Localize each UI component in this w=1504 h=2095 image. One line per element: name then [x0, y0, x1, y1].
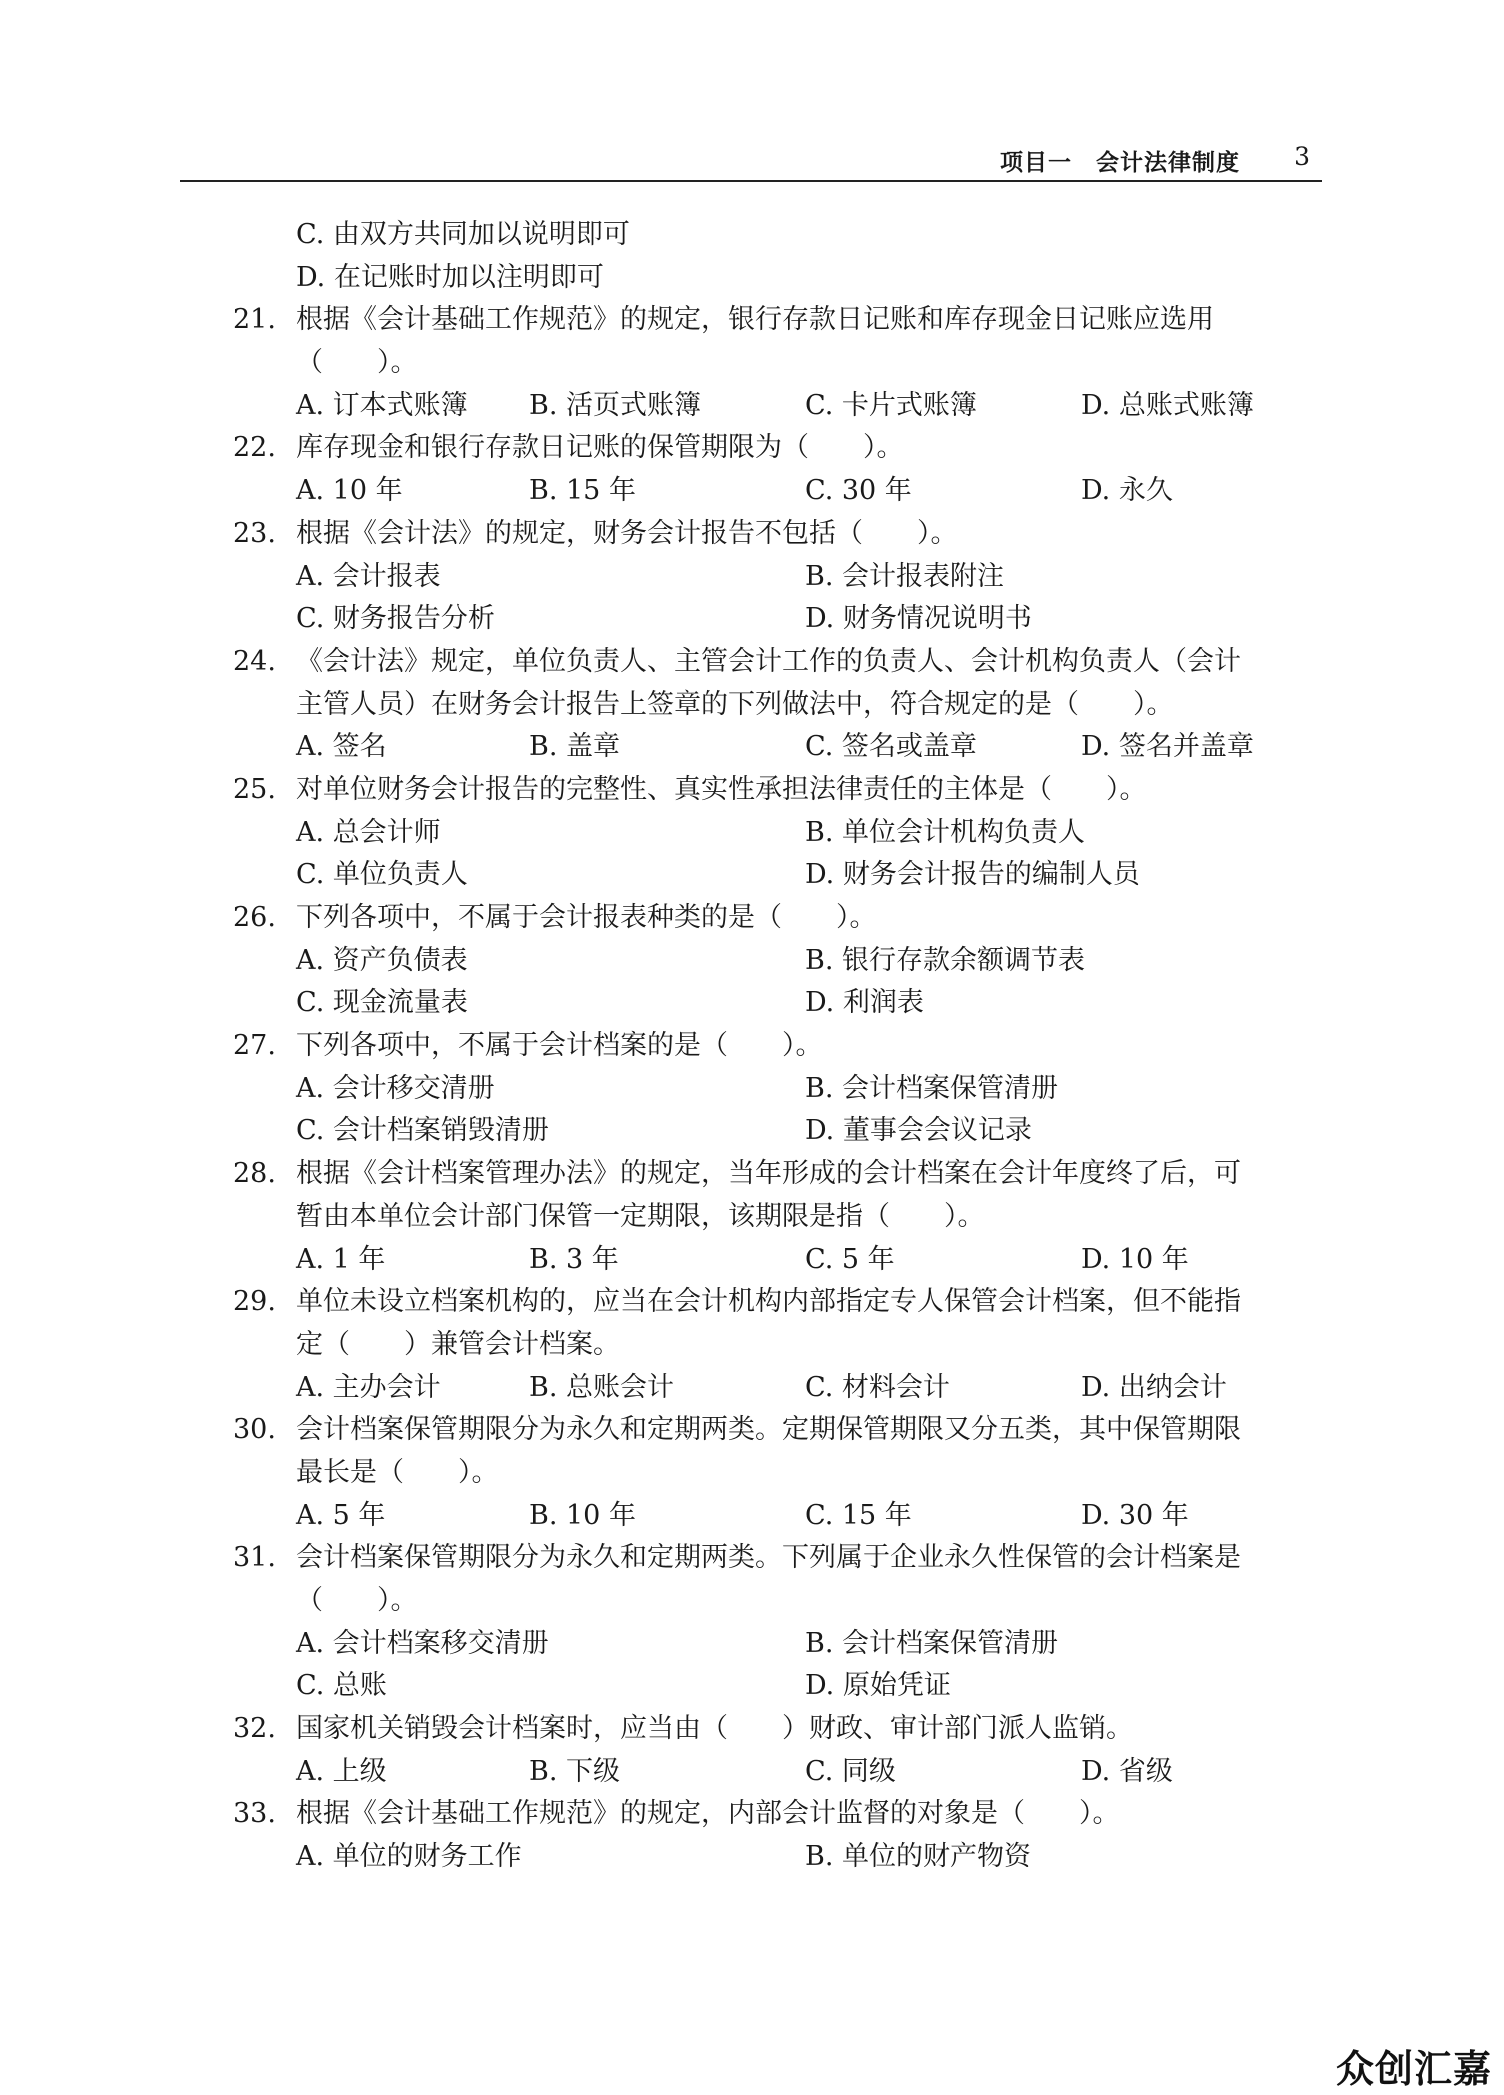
options-line: [233, 726, 1323, 769]
answer-option: A. 会计档案移交清册: [296, 1627, 549, 1659]
answer-option: C. 同级: [805, 1755, 896, 1787]
answer-option: D. 永久: [1081, 475, 1173, 507]
answer-option: C. 财务报告分析: [296, 603, 495, 635]
answer-option: A. 1 年: [296, 1243, 386, 1275]
answer-option: D. 在记账时加以注明即可: [296, 261, 604, 293]
options-line: [233, 1836, 1323, 1879]
question-text: 《会计法》规定，单位负责人、主管会计工作的负责人、会计机构负责人（会计: [296, 645, 1241, 677]
answer-option: B. 会计档案保管清册: [805, 1072, 1059, 1104]
question-line: [233, 1793, 1323, 1836]
question-continuation: [233, 1580, 1323, 1623]
answer-option: C. 15 年: [805, 1499, 912, 1531]
options-line: [233, 1665, 1323, 1708]
options-line: [233, 1495, 1323, 1538]
answer-option: B. 3 年: [529, 1243, 619, 1275]
options-line: [233, 1110, 1323, 1153]
question-line: [233, 1025, 1323, 1068]
question-text: 对单位财务会计报告的完整性、真实性承担法律责任的主体是（ ）。: [296, 773, 1147, 805]
question-continuation: [233, 1452, 1323, 1495]
question-line: [233, 299, 1323, 342]
question-text: （ ）。: [296, 1585, 418, 1616]
question-line: [233, 513, 1323, 556]
answer-option: C. 总账: [296, 1670, 387, 1702]
answer-option: A. 上级: [296, 1755, 387, 1787]
chapter-title: 项目一 会计法律制度: [1000, 150, 1240, 176]
answer-option: B. 15 年: [529, 475, 636, 507]
question-line: [233, 769, 1323, 812]
question-number: 21.: [233, 304, 276, 336]
question-number: 28.: [233, 1158, 276, 1190]
question-number: 32.: [233, 1713, 276, 1745]
answer-option: B. 总账会计: [529, 1371, 675, 1403]
options-line: [233, 385, 1323, 428]
options-line: [233, 1068, 1323, 1111]
question-text: 下列各项中，不属于会计档案的是（ ）。: [296, 1030, 823, 1062]
answer-option: B. 单位会计机构负责人: [805, 816, 1086, 848]
options-line: [233, 854, 1323, 897]
answer-option: C. 卡片式账簿: [805, 389, 977, 421]
answer-option: B. 活页式账簿: [529, 389, 702, 421]
question-continuation: [233, 1324, 1323, 1367]
question-text: 最长是（ ）。: [296, 1456, 499, 1488]
answer-option: D. 签名并盖章: [1081, 731, 1254, 763]
options-line: [233, 1367, 1323, 1410]
answer-option: C. 签名或盖章: [805, 731, 977, 763]
answer-option: A. 单位的财务工作: [296, 1841, 522, 1873]
options-line: [233, 556, 1323, 599]
page-header: [180, 140, 1320, 180]
answer-option: A. 主办会计: [296, 1371, 441, 1403]
answer-option: B. 单位的财产物资: [805, 1841, 1032, 1873]
question-text: 暂由本单位会计部门保管一定期限，该期限是指（ ）。: [296, 1200, 985, 1232]
question-number: 27.: [233, 1030, 276, 1062]
question-line: [233, 641, 1323, 684]
options-line: [233, 598, 1323, 641]
question-text: 单位未设立档案机构的，应当在会计机构内部指定专人保管会计档案，但不能指: [296, 1286, 1241, 1318]
question-text: 定（ ）兼管会计档案。: [296, 1328, 620, 1360]
options-line: [233, 812, 1323, 855]
answer-option: A. 会计移交清册: [296, 1072, 495, 1104]
answer-option: B. 下级: [529, 1755, 621, 1787]
options-line: [233, 982, 1323, 1025]
answer-option: A. 会计报表: [296, 560, 441, 592]
question-line: [233, 427, 1323, 470]
question-text: （ ）。: [296, 347, 418, 379]
answer-option: B. 10 年: [529, 1499, 636, 1531]
answer-option: A. 签名: [296, 731, 387, 763]
question-number: 25.: [233, 773, 276, 805]
question-line: [233, 1537, 1323, 1580]
options-line: [233, 1751, 1323, 1794]
question-number: 22.: [233, 432, 276, 464]
answer-option: A. 资产负债表: [296, 944, 468, 976]
options-line: [233, 940, 1323, 983]
question-text: 库存现金和银行存款日记账的保管期限为（ ）。: [296, 432, 904, 464]
question-continuation: [233, 342, 1323, 385]
question-text: 根据《会计档案管理办法》的规定，当年形成的会计档案在会计年度终了后，可: [296, 1158, 1241, 1190]
answer-option: C. 会计档案销毁清册: [296, 1115, 549, 1147]
answer-option: B. 银行存款余额调节表: [805, 944, 1086, 976]
options-line: [233, 1623, 1323, 1666]
question-text: 国家机关销毁会计档案时，应当由（ ）财政、审计部门派人监销。: [296, 1713, 1133, 1745]
answer-option: D. 利润表: [805, 987, 924, 1019]
answer-option: C. 30 年: [805, 475, 912, 507]
question-text: 会计档案保管期限分为永久和定期两类。下列属于企业永久性保管的会计档案是: [296, 1542, 1241, 1574]
answer-option: D. 总账式账簿: [1081, 389, 1254, 421]
answer-option: D. 财务会计报告的编制人员: [805, 859, 1140, 891]
question-number: 31.: [233, 1542, 276, 1574]
answer-option: D. 出纳会计: [1081, 1371, 1227, 1403]
question-text: 下列各项中，不属于会计报表种类的是（ ）。: [296, 902, 877, 933]
answer-option: C. 5 年: [805, 1243, 895, 1275]
question-number: 30.: [233, 1414, 276, 1446]
question-number: 29.: [233, 1286, 276, 1318]
question-continuation: [233, 684, 1323, 727]
answer-option: A. 订本式账簿: [296, 389, 468, 421]
answer-option: C. 材料会计: [805, 1371, 950, 1403]
answer-option: A. 5 年: [296, 1499, 386, 1531]
question-line: [233, 897, 1323, 940]
answer-option: D. 10 年: [1081, 1243, 1189, 1275]
question-number: 24.: [233, 645, 276, 677]
answer-option: A. 10 年: [296, 475, 403, 507]
page-number: 3: [1294, 142, 1310, 171]
question-list: [233, 214, 1323, 1879]
options-line: [233, 214, 1323, 257]
question-line: [233, 1708, 1323, 1751]
question-line: [233, 1153, 1323, 1196]
options-line: [233, 1239, 1323, 1282]
question-text: 根据《会计法》的规定，财务会计报告不包括（ ）。: [296, 517, 958, 549]
answer-option: C. 由双方共同加以说明即可: [296, 219, 630, 250]
options-line: [233, 257, 1323, 300]
question-text: 根据《会计基础工作规范》的规定，银行存款日记账和库存现金日记账应选用: [296, 304, 1214, 336]
question-line: [233, 1409, 1323, 1452]
question-line: [233, 1281, 1323, 1324]
answer-option: A. 总会计师: [296, 816, 441, 848]
answer-option: B. 会计档案保管清册: [805, 1627, 1059, 1659]
watermark-logo: 众创汇嘉: [1335, 2047, 1492, 2091]
question-number: 33.: [233, 1798, 276, 1830]
answer-option: D. 原始凭证: [805, 1670, 951, 1702]
answer-option: D. 董事会会议记录: [805, 1115, 1032, 1147]
answer-option: D. 省级: [1081, 1755, 1173, 1787]
options-line: [233, 470, 1323, 513]
question-number: 23.: [233, 517, 276, 549]
answer-option: D. 30 年: [1081, 1499, 1189, 1531]
header-rule: [180, 180, 1322, 182]
question-text: 主管人员）在财务会计报告上签章的下列做法中，符合规定的是（ ）。: [296, 688, 1174, 720]
answer-option: C. 单位负责人: [296, 859, 468, 891]
answer-option: B. 会计报表附注: [805, 560, 1005, 592]
answer-option: B. 盖章: [529, 731, 621, 763]
question-text: 根据《会计基础工作规范》的规定，内部会计监督的对象是（ ）。: [296, 1798, 1120, 1830]
answer-option: D. 财务情况说明书: [805, 603, 1032, 635]
answer-option: C. 现金流量表: [296, 987, 468, 1019]
question-continuation: [233, 1196, 1323, 1239]
question-text: 会计档案保管期限分为永久和定期两类。定期保管期限又分五类，其中保管期限: [296, 1414, 1241, 1446]
question-number: 26.: [233, 902, 276, 933]
